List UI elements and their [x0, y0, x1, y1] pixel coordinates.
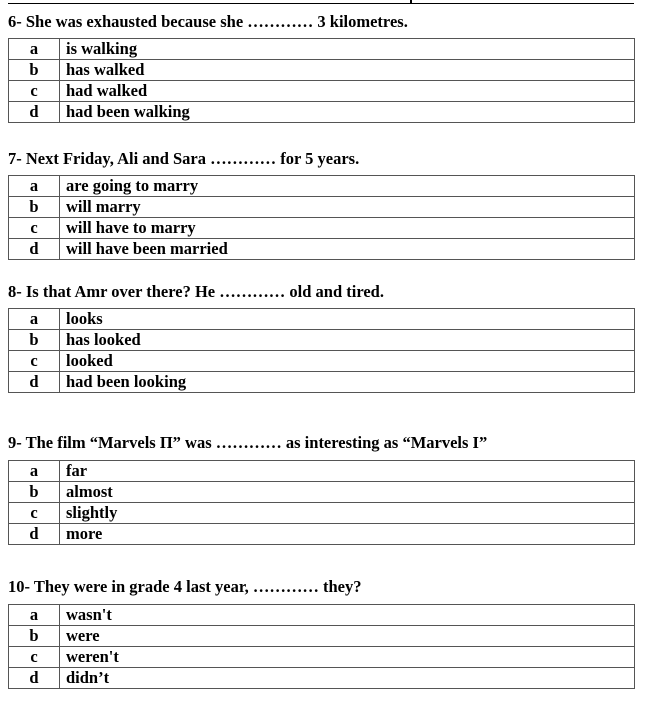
option-row[interactable]	[9, 503, 635, 524]
option-text: were	[60, 626, 635, 647]
previous-table-divider	[410, 0, 412, 4]
option-row[interactable]	[9, 351, 635, 372]
option-letter: d	[9, 239, 60, 260]
option-letter: d	[9, 524, 60, 545]
option-text: will marry	[60, 197, 635, 218]
question-6-text: 6- She was exhausted because she ………… 3 kilometres.	[8, 12, 408, 31]
question-7-options	[8, 175, 635, 260]
option-letter: c	[9, 351, 60, 372]
question-10-text: 10- They were in grade 4 last year, ………… they?	[8, 577, 362, 596]
option-row[interactable]	[9, 372, 635, 393]
option-text: has looked	[60, 330, 635, 351]
option-letter: c	[9, 647, 60, 668]
option-text: had walked	[60, 81, 635, 102]
question-8-options	[8, 308, 635, 393]
question-7-text: 7- Next Friday, Ali and Sara ………… for 5 years.	[8, 149, 360, 168]
option-row[interactable]	[9, 39, 635, 60]
option-row[interactable]	[9, 102, 635, 123]
option-letter: d	[9, 102, 60, 123]
option-letter: d	[9, 668, 60, 689]
question-9-text: 9- The film “Marvels П” was ………… as interesting as “Marvels I”	[8, 433, 488, 452]
option-text: will have to marry	[60, 218, 635, 239]
option-text: almost	[60, 482, 635, 503]
option-row[interactable]	[9, 197, 635, 218]
option-row[interactable]	[9, 668, 635, 689]
option-text: far	[60, 461, 635, 482]
option-row[interactable]	[9, 239, 635, 260]
option-row[interactable]	[9, 218, 635, 239]
option-text: weren't	[60, 647, 635, 668]
option-text: looks	[60, 309, 635, 330]
option-row[interactable]	[9, 176, 635, 197]
option-letter: b	[9, 197, 60, 218]
option-text: had been walking	[60, 102, 635, 123]
option-text: wasn't	[60, 605, 635, 626]
option-row[interactable]	[9, 81, 635, 102]
option-row[interactable]	[9, 605, 635, 626]
option-text: didn’t	[60, 668, 635, 689]
option-text: more	[60, 524, 635, 545]
option-letter: c	[9, 81, 60, 102]
option-text: are going to marry	[60, 176, 635, 197]
option-letter: a	[9, 309, 60, 330]
option-text: looked	[60, 351, 635, 372]
option-row[interactable]	[9, 330, 635, 351]
option-text: is walking	[60, 39, 635, 60]
question-10-options	[8, 604, 635, 689]
option-row[interactable]	[9, 482, 635, 503]
option-row[interactable]	[9, 309, 635, 330]
option-row[interactable]	[9, 524, 635, 545]
option-letter: a	[9, 605, 60, 626]
question-8-text: 8- Is that Amr over there? He ………… old and tired.	[8, 282, 384, 301]
option-row[interactable]	[9, 626, 635, 647]
option-letter: b	[9, 482, 60, 503]
question-9-options	[8, 460, 635, 545]
option-letter: a	[9, 461, 60, 482]
option-text: had been looking	[60, 372, 635, 393]
question-6-options	[8, 38, 635, 123]
option-letter: b	[9, 626, 60, 647]
option-letter: c	[9, 218, 60, 239]
option-text: has walked	[60, 60, 635, 81]
option-text: slightly	[60, 503, 635, 524]
option-letter: d	[9, 372, 60, 393]
option-letter: a	[9, 39, 60, 60]
option-row[interactable]	[9, 461, 635, 482]
option-letter: b	[9, 330, 60, 351]
option-letter: a	[9, 176, 60, 197]
option-row[interactable]	[9, 647, 635, 668]
option-text: will have been married	[60, 239, 635, 260]
option-row[interactable]	[9, 60, 635, 81]
previous-table-border	[8, 0, 634, 4]
option-letter: b	[9, 60, 60, 81]
option-letter: c	[9, 503, 60, 524]
